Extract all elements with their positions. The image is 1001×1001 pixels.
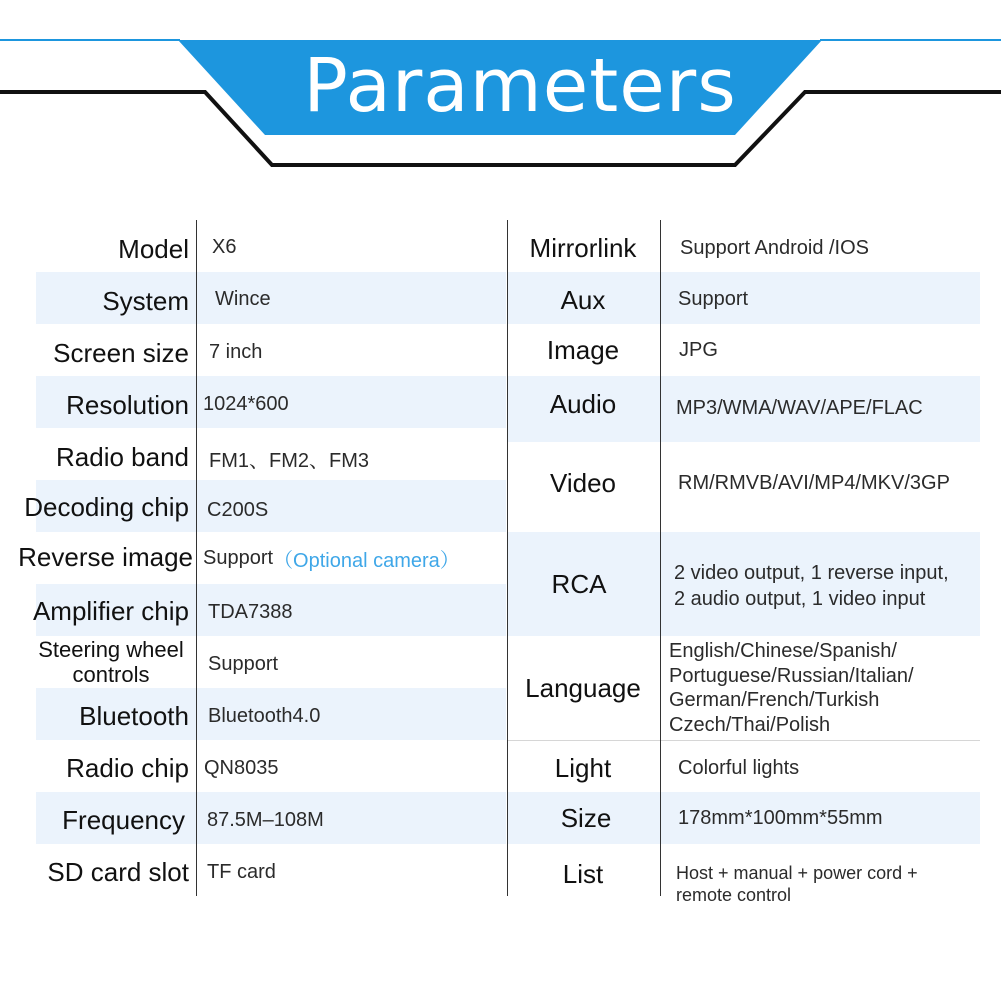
spec-label-aux: Aux (560, 284, 606, 315)
spec-label-video: Video (549, 467, 617, 498)
spec-value-text: Support (203, 546, 274, 569)
spec-label-amplifier-chip: Amplifier chip (32, 595, 189, 626)
spec-label-size: Size (560, 802, 612, 833)
optional-camera-note: （Optional camera） (273, 549, 460, 572)
spec-value-amplifier-chip: TDA7388 (208, 600, 293, 623)
spec-value-radio-band: FM1、FM2、FM3 (209, 449, 369, 472)
spec-label-frequency: Frequency (62, 804, 185, 835)
spec-label-light: Light (554, 752, 612, 783)
spec-value-line: Portuguese/Russian/Italian/ (669, 664, 914, 687)
spec-label-radio-chip: Radio chip (66, 752, 189, 783)
spec-value-decoding-chip: C200S (207, 498, 269, 521)
spec-label-decoding-chip: Decoding chip (24, 491, 189, 522)
spec-label-line: controls (72, 662, 150, 687)
spec-value-line: Host + manual + power cord + (676, 863, 918, 883)
spec-value-bluetooth: Bluetooth4.0 (208, 704, 321, 727)
spec-value-radio-chip: QN8035 (204, 756, 279, 779)
spec-label-language: Language (525, 672, 641, 703)
spec-value-aux: Support (678, 287, 749, 310)
spec-value-video: RM/RMVB/AVI/MP4/MKV/3GP (678, 471, 950, 494)
spec-label-rca: RCA (551, 568, 607, 599)
spec-value-audio: MP3/WMA/WAV/APE/FLAC (676, 396, 923, 419)
spec-value-model: X6 (212, 235, 237, 258)
spec-label-steering-wheel (20, 636, 202, 688)
spec-value-light: Colorful lights (678, 756, 800, 779)
spec-label-model: Model (118, 233, 189, 264)
spec-value-line: remote control (676, 885, 792, 905)
spec-value-line: 2 video output, 1 reverse input, (674, 562, 949, 584)
spec-label-line: Steering wheel (38, 637, 184, 662)
spec-label-reverse-image: Reverse image (18, 541, 193, 572)
spec-value-line: German/French/Turkish (669, 689, 880, 711)
spec-value-rca (674, 540, 994, 632)
spec-label-radio-band: Radio band (56, 441, 189, 472)
spec-value-line: Czech/Thai/Polish (669, 713, 831, 736)
spec-value-list (676, 858, 976, 910)
spec-value-line: English/Chinese/Spanish/ (669, 640, 897, 662)
row-divider (508, 740, 980, 741)
spec-value-sd-card-slot: TF card (207, 860, 276, 883)
spec-label-image: Image (546, 334, 620, 365)
spec-value-language (669, 636, 989, 740)
spec-label-bluetooth: Bluetooth (79, 700, 189, 731)
spec-label-sd-card-slot: SD card slot (47, 856, 189, 887)
spec-value-mirrorlink: Support Android /IOS (680, 236, 870, 259)
spec-label-mirrorlink: Mirrorlink (529, 232, 637, 263)
spec-value-image: JPG (679, 338, 718, 361)
spec-value-resolution: 1024*600 (203, 392, 289, 415)
left-column-divider (196, 220, 197, 896)
spec-label-system: System (102, 285, 189, 316)
spec-value-system: Wince (215, 287, 271, 310)
spec-label-screen-size: Screen size (53, 337, 189, 368)
page-title: Parameters (303, 43, 737, 129)
spec-label-list: List (562, 858, 604, 889)
spec-value-frequency: 87.5M–108M (207, 808, 324, 831)
spec-value-reverse-image (203, 532, 503, 584)
spec-value-screen-size: 7 inch (209, 340, 263, 363)
spec-value-size: 178mm*100mm*55mm (678, 806, 883, 829)
spec-label-audio: Audio (549, 388, 617, 419)
spec-label-resolution: Resolution (66, 389, 189, 420)
spec-value-line: 2 audio output, 1 video input (674, 588, 926, 610)
spec-value-steering-wheel: Support (208, 652, 279, 675)
